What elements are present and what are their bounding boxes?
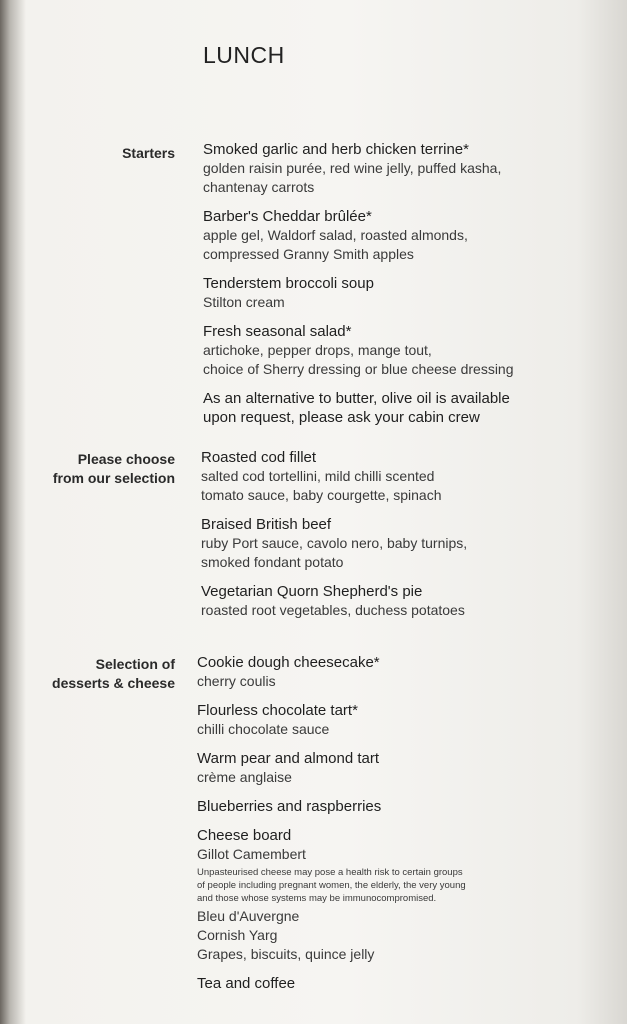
dish-description: ruby Port sauce, cavolo nero, baby turnips, [201,535,468,551]
menu-item [201,582,611,620]
health-warning-line: Unpasteurised cheese may pose a health risk to certain groups [197,867,463,878]
dish-description: golden raisin purée, red wine jelly, puffed kasha, [203,160,502,176]
olive-oil-note [203,389,613,427]
menu-item [203,322,613,379]
mains-list [201,448,611,630]
menu-item [203,274,613,312]
dish-description: smoked fondant potato [201,554,344,570]
dish-description: tomato sauce, baby courgette, spinach [201,487,442,503]
menu-item [197,749,607,787]
menu-item [203,140,613,197]
dish-description: compressed Granny Smith apples [203,246,414,262]
dish-name: Braised British beef [201,516,332,533]
dish-description: Stilton cream [203,294,285,310]
dish-description: chantenay carrots [203,179,315,195]
menu-item [201,515,611,572]
dish-name: Roasted cod fillet [201,449,317,466]
dish-name: Flourless chocolate tart* [197,702,358,719]
menu-title: LUNCH [203,42,285,68]
menu-item [197,797,607,816]
section-label [52,655,175,693]
menu-item [197,701,607,739]
section-label-line: Please choose [77,451,175,467]
desserts-list [197,653,607,1003]
section-label-line: desserts & cheese [52,675,175,691]
starters-list [203,140,613,437]
dish-name: Vegetarian Quorn Shepherd's pie [201,583,423,600]
dish-name: Cheese board [197,827,292,844]
dish-description: choice of Sherry dressing or blue cheese dressing [203,361,514,377]
dish-name: Tea and coffee [197,975,296,992]
section-label-line: from our selection [52,470,175,486]
cheese-item: Gillot Camembert [197,846,306,862]
dish-description: chilli chocolate sauce [197,721,330,737]
section-label-line: Selection of [95,656,175,672]
menu-item [197,974,607,993]
dish-name: Cookie dough cheesecake* [197,654,380,671]
dish-description: salted cod tortellini, mild chilli scented [201,468,435,484]
health-warning-line: and those whose systems may be immunocompromised. [197,893,437,904]
health-warning-line: of people including pregnant women, the elderly, the very young [197,880,466,891]
cheese-item: Bleu d'Auvergne [197,908,300,924]
section-label: Starters [122,145,175,161]
health-warning [197,866,607,905]
dish-description: crème anglaise [197,769,292,785]
note-line: As an alternative to butter, olive oil is available [203,390,510,407]
dish-description: artichoke, pepper drops, mange tout, [203,342,432,358]
cheese-item: Cornish Yarg [197,927,278,943]
menu-item [197,653,607,691]
menu-item [203,207,613,264]
dish-name: Barber's Cheddar brûlée* [203,208,372,225]
note-line: upon request, please ask your cabin crew [203,409,480,426]
dish-description: apple gel, Waldorf salad, roasted almonds, [203,227,468,243]
dish-name: Warm pear and almond tart [197,750,380,767]
dish-description: cherry coulis [197,673,276,689]
cheese-accompaniments: Grapes, biscuits, quince jelly [197,946,375,962]
dish-description: roasted root vegetables, duchess potatoes [201,602,465,618]
cheese-board [197,826,607,964]
dish-name: Smoked garlic and herb chicken terrine* [203,141,469,158]
menu-item [201,448,611,505]
dish-name: Tenderstem broccoli soup [203,275,374,292]
dish-name: Fresh seasonal salad* [203,323,352,340]
dish-name: Blueberries and raspberries [197,798,382,815]
section-label [53,450,175,488]
